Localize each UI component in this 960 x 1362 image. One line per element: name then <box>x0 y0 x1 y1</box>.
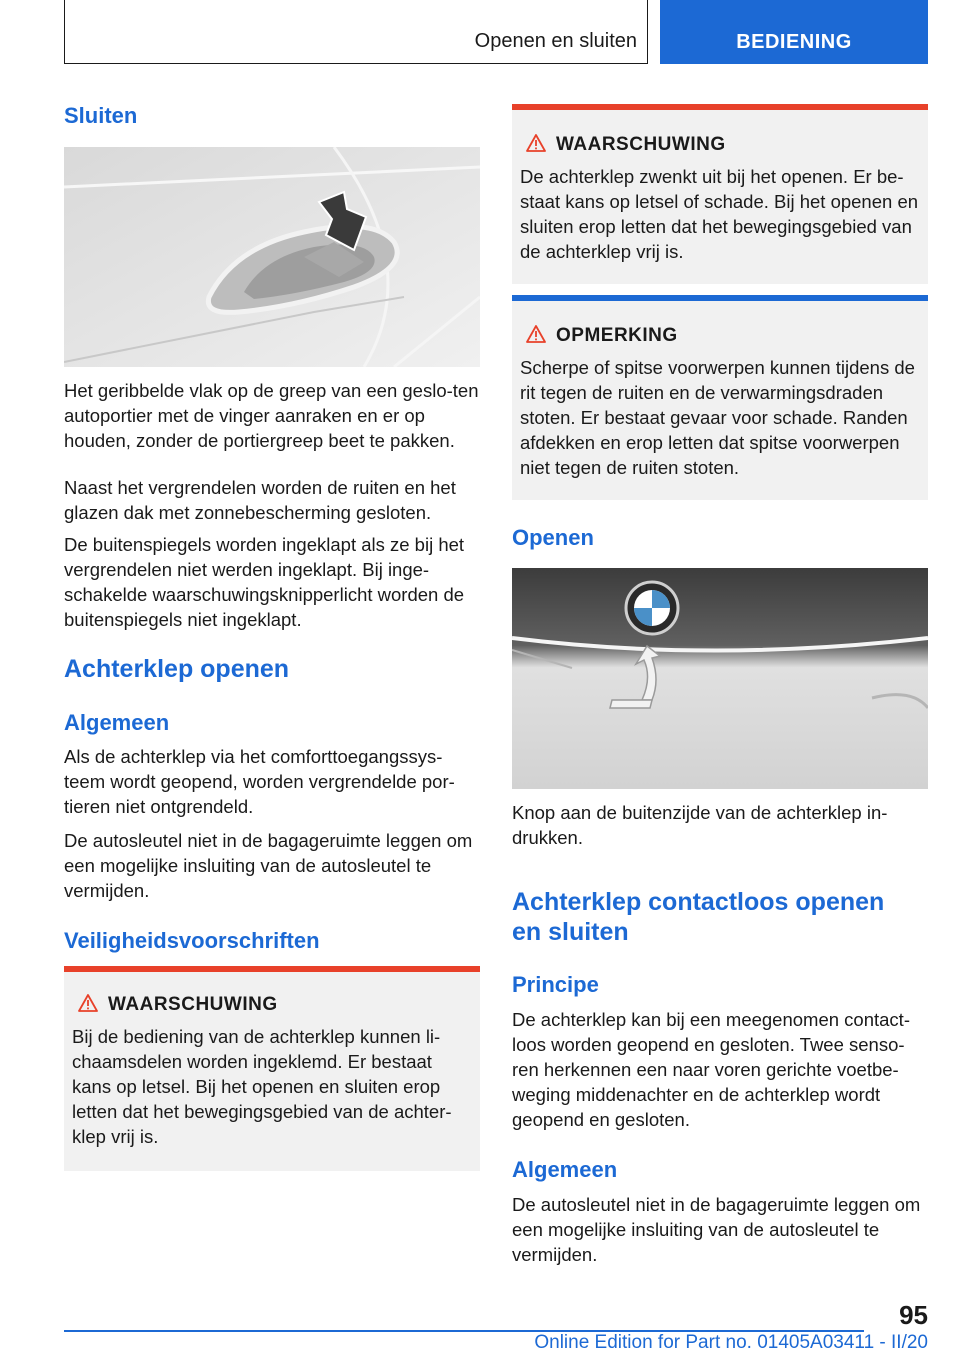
warning-triangle-icon <box>526 134 546 152</box>
algemeen-paragraph-right: De autosleutel niet in de bagageruimte leggen om een mogelijke insluiting van de autosleutel te vermijden. <box>512 1194 921 1265</box>
warning-title: WAARSCHUWING <box>108 994 278 1015</box>
algemeen-heading-2: Algemeen <box>512 1157 618 1182</box>
contactloos-heading-line-1: Achterklep contactloos openen <box>512 888 885 916</box>
sluiten-heading: Sluiten <box>64 103 138 128</box>
warning-box-2 <box>512 104 928 284</box>
warning-bar <box>512 104 928 110</box>
principe-paragraph-1: De achterklep kan bij een meegenomen contact-loos worden geopend en gesloten. Twee senso-ren herkennen een naar voren gerichte voetbe-weging middenachter en de achterklep wordt geopend en gesloten. <box>512 1009 910 1130</box>
contactloos-heading-line-2: en sluiten <box>512 918 629 946</box>
warning-triangle-icon <box>78 994 98 1012</box>
warning-box-1 <box>64 966 480 1171</box>
header-section-label: BEDIENING <box>736 31 852 53</box>
warning-bar <box>64 966 480 972</box>
tailgate-image <box>512 568 928 789</box>
note-triangle-icon <box>526 325 546 343</box>
sluiten-paragraph-2: Naast het vergrendelen worden de ruiten en het glazen dak met zonnebescherming gesloten. <box>64 477 456 523</box>
warning-text: De achterklep zwenkt uit bij het openen. Er be-staat kans op letsel of schade. Bij het openen en sluiten erop letten dat het bewegingsgebied van de achterklep vrij is. <box>520 166 919 262</box>
sluiten-paragraph-3: De buitenspiegels worden ingeklapt als ze bij het vergrendelen niet werden ingeklapt. Bij inge-schakelde waarschuwingsknipperlicht worden de buitenspiegels niet ingeklapt. <box>64 534 465 630</box>
note-title: OPMERKING <box>556 325 678 346</box>
note-box <box>512 295 928 500</box>
footer-edition-text: Online Edition for Part no. 01405A03411 - II/20 <box>534 1332 928 1353</box>
header-section-tab <box>660 0 928 64</box>
warning-title: WAARSCHUWING <box>556 134 726 155</box>
achterklep-openen-heading: Achterklep openen <box>64 655 290 683</box>
note-bar <box>512 295 928 301</box>
openen-heading: Openen <box>512 525 594 550</box>
door-handle-image <box>64 147 480 367</box>
veiligheid-heading: Veiligheidsvoorschriften <box>64 928 320 953</box>
algemeen-paragraph-1: Als de achterklep via het comforttoegangssys-teem wordt geopend, worden vergrendelde por-tieren niet ontgrendeld. <box>64 746 455 817</box>
door-handle-arrow-illustration <box>64 147 480 367</box>
tailgate-button-arrow-illustration <box>512 568 928 789</box>
algemeen-heading: Algemeen <box>64 710 170 735</box>
algemeen-paragraph-2: De autosleutel niet in de bagageruimte leggen om een mogelijke insluiting van de autosleutel te vermijden. <box>64 830 473 901</box>
note-text: Scherpe of spitse voorwerpen kunnen tijdens de rit tegen de ruiten en de verwarmingsdraden stoten. Er bestaat gevaar voor schade. Randen afdekken en erop letten dat spitse voorwerpen niet tegen de ruiten stoten. <box>520 357 915 478</box>
warning-text: Bij de bediening van de achterklep kunnen li-chaamsdelen worden ingeklemd. Er bestaat kans op letsel. Bij het openen en sluiten erop letten dat het bewegingsgebied van de achter-klep vrij is. <box>72 1026 452 1147</box>
sluiten-paragraph-1: Het geribbelde vlak op de greep van een geslo-ten autoportier met de vinger aanraken en er op houden, zonder de portiergreep beet te pakken. <box>64 380 479 451</box>
header-chapter-box <box>64 0 648 64</box>
openen-paragraph-1: Knop aan de buitenzijde van de achterklep in-drukken. <box>512 802 888 848</box>
header-title: Openen en sluiten <box>474 30 637 52</box>
principe-heading: Principe <box>512 972 599 997</box>
page-number: 95 <box>899 1300 928 1330</box>
